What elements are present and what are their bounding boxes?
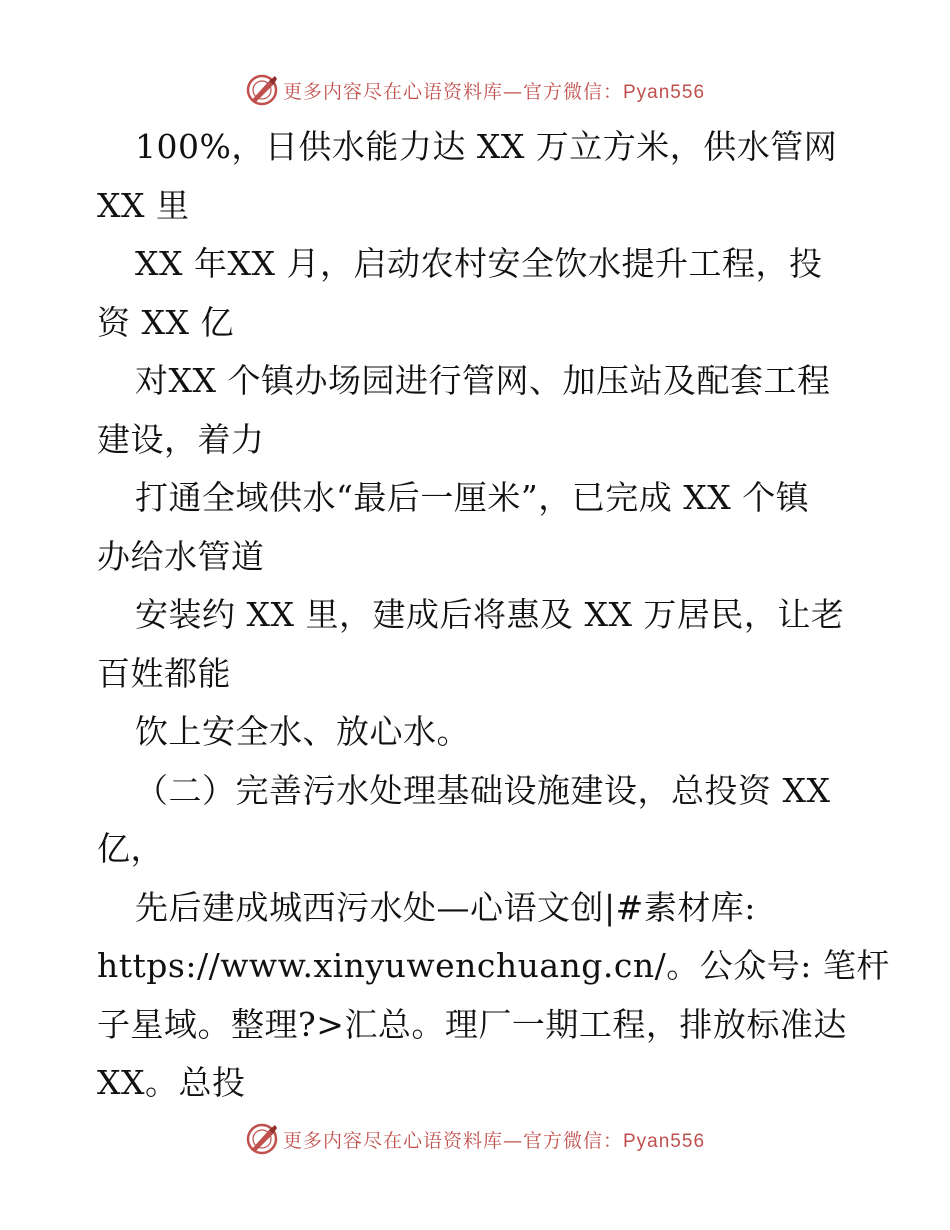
body-line: 亿， <box>97 829 164 868</box>
pen-logo-icon <box>245 73 279 107</box>
footer-wechat-id: Pyan556 <box>623 1130 706 1152</box>
body-line: 100%，日供水能力达 XX 万立方米，供水管网 <box>135 127 838 166</box>
body-line: XX。总投 <box>97 1063 246 1102</box>
footer-banner-text: 更多内容尽在心语资料库—官方微信：Pyan556 <box>282 1129 706 1152</box>
section-heading: （二）完善污水处理基础设施建设，总投资 XX <box>135 770 831 810</box>
body-line: 资 XX 亿 <box>97 302 234 342</box>
footer-banner <box>0 1119 950 1159</box>
body-line: 对XX 个镇办场园进行管网、加压站及配套工程 <box>135 361 831 400</box>
body-line: 子星域。整理?>汇总。理厂一期工程，排放标准达 <box>97 1004 847 1044</box>
header-banner-text: 更多内容尽在心语资料库—官方微信：Pyan556 <box>282 80 706 103</box>
body-line: 饮上安全水、放心水。 <box>135 712 470 751</box>
body-line: 先后建成城西污水处—心语文创|#素材库: <box>135 887 756 927</box>
header-wechat-id: Pyan556 <box>623 81 706 103</box>
body-line: 打通全域供水“最后一厘米”，已完成 XX 个镇 <box>135 478 810 517</box>
body-line: 建设，着力 <box>97 419 265 459</box>
pen-logo-icon <box>245 1122 279 1156</box>
document-body <box>97 118 890 1113</box>
body-line: 安装约 XX 里，建成后将惠及 XX 万居民，让老 <box>135 595 845 634</box>
body-line: XX 年XX 月，启动农村安全饮水提升工程，投 <box>135 244 823 283</box>
body-line: https://www.xinyuwenchuang.cn/。公众号: 笔杆 <box>97 946 890 985</box>
body-line: 办给水管道 <box>97 536 265 576</box>
body-line: 百姓都能 <box>97 653 231 693</box>
header-banner <box>0 70 950 110</box>
body-line: XX 里 <box>97 185 190 225</box>
